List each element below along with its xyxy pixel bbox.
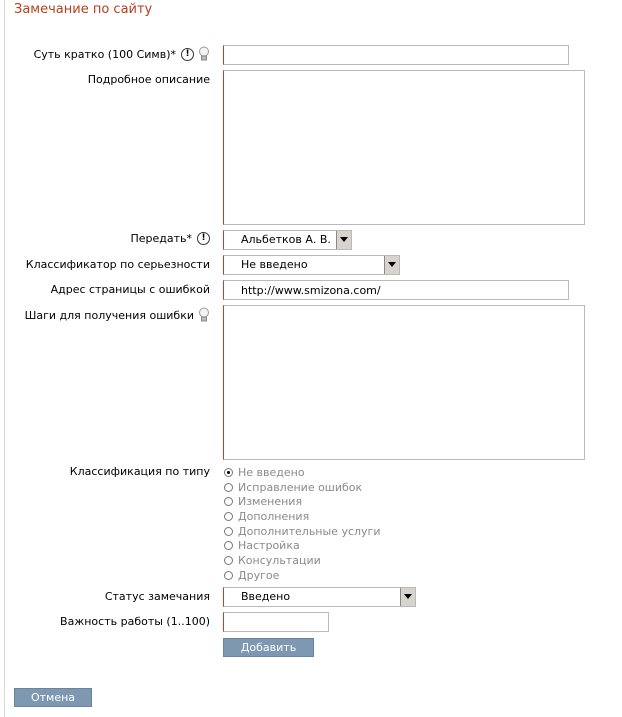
chevron-down-icon[interactable]: [400, 588, 415, 606]
status-label: Статус замечания: [104, 590, 210, 603]
radio-button[interactable]: [224, 468, 233, 477]
info-icon[interactable]: !: [181, 48, 194, 61]
url-label-group: [51, 283, 210, 296]
assignee-select[interactable]: [223, 230, 352, 250]
chevron-down-icon[interactable]: [336, 231, 351, 249]
left-border: [4, 0, 5, 717]
radio-option[interactable]: Консультации: [224, 553, 380, 568]
status-label-group: [105, 590, 210, 603]
type-radio-group: [224, 465, 380, 583]
importance-label-group: [60, 615, 210, 628]
radio-button[interactable]: [224, 527, 233, 536]
radio-button[interactable]: [224, 512, 233, 521]
severity-label-group: [26, 258, 210, 271]
steps-label-group: [25, 307, 210, 323]
cancel-button[interactable]: Отмена: [14, 688, 92, 707]
lightbulb-icon[interactable]: [198, 46, 210, 62]
assignee-label: Передать*: [130, 232, 192, 245]
add-button[interactable]: Добавить: [223, 638, 314, 657]
url-label: Адрес страницы с ошибкой: [50, 283, 210, 296]
assignee-selected-value: Альбетков А. В.: [241, 233, 331, 246]
importance-label: Важность работы (1..100): [60, 615, 210, 628]
summary-input[interactable]: [223, 45, 569, 65]
status-select[interactable]: [223, 587, 416, 607]
type-label: Классификация по типу: [69, 465, 210, 478]
description-textarea[interactable]: [223, 70, 585, 225]
description-label: Подробное описание: [87, 73, 210, 86]
steps-textarea[interactable]: [223, 305, 585, 460]
status-selected-value: Введено: [241, 590, 291, 603]
url-input[interactable]: [223, 280, 569, 300]
radio-option[interactable]: Не введено: [224, 465, 380, 480]
radio-option[interactable]: Настройка: [224, 538, 380, 553]
radio-button[interactable]: [224, 571, 233, 580]
info-icon[interactable]: !: [197, 232, 210, 245]
severity-selected-value: Не введено: [241, 258, 308, 271]
assignee-label-group: [130, 232, 210, 245]
radio-option[interactable]: Изменения: [224, 494, 380, 509]
radio-option[interactable]: Дополнительные услуги: [224, 524, 380, 539]
radio-button[interactable]: [224, 483, 233, 492]
chevron-down-icon[interactable]: [384, 256, 399, 274]
importance-input[interactable]: [223, 612, 329, 632]
radio-option[interactable]: Другое: [224, 568, 380, 583]
severity-label: Классификатор по серьезности: [25, 258, 210, 271]
page-title: Замечание по сайту: [14, 2, 153, 17]
radio-button[interactable]: [224, 556, 233, 565]
radio-option[interactable]: Дополнения: [224, 509, 380, 524]
severity-select[interactable]: [223, 255, 400, 275]
summary-label-group: [34, 46, 210, 62]
steps-label: Шаги для получения ошибки: [24, 308, 194, 322]
radio-button[interactable]: [224, 541, 233, 550]
lightbulb-icon[interactable]: [198, 307, 210, 323]
description-label-group: [88, 73, 210, 86]
type-label-group: [70, 465, 210, 478]
radio-button[interactable]: [224, 497, 233, 506]
summary-label: Суть кратко (100 Симв)*: [33, 47, 176, 61]
radio-option[interactable]: Исправление ошибок: [224, 480, 380, 495]
